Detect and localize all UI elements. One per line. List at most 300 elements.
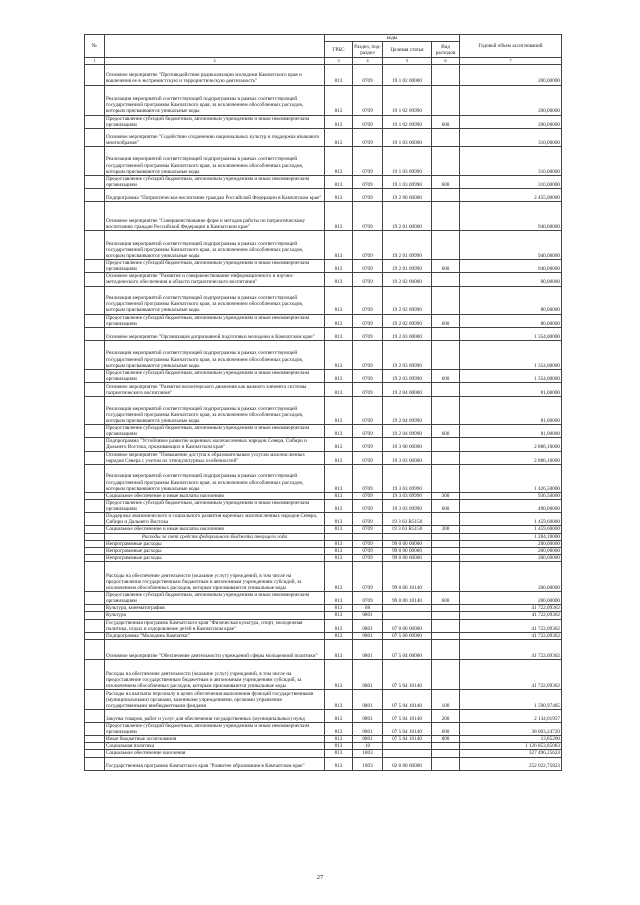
row-amount: 1 426,50000 — [460, 464, 562, 492]
row-section: 0709 — [353, 340, 383, 369]
row-index — [85, 464, 105, 492]
row-section: 08 — [353, 605, 383, 612]
row-name: Реализация мероприятий соответствующей подпрограммы в рамках соответствующей государственной программы Камчатского края, за исключением обособленных расходов, которым присваиваются уникальные коды — [105, 340, 325, 369]
row-grbs: 813 — [325, 231, 353, 260]
row-name: Расходы на обеспечение деятельности (оказание услуг) учреждений, в том числе на предоставление государственным бюджетным и автономным учреждениям субсидий, за исключением обособленных расходов, которым присваиваются уникальные коды — [105, 562, 325, 592]
row-expense-type — [432, 619, 460, 632]
table-row — [85, 709, 562, 722]
row-index — [85, 757, 105, 770]
row-amount: 2 886,10000 — [460, 451, 562, 464]
row-section: 0709 — [353, 231, 383, 260]
row-index — [85, 736, 105, 743]
row-index — [85, 314, 105, 327]
row-amount: 940,00000 — [460, 231, 562, 260]
row-name: Основное мероприятие "Развитие и совершенствование информационного и научно-методического обеспечения в области патриотического воспитания" — [105, 273, 325, 286]
row-amount: 200,00000 — [460, 592, 562, 605]
row-grbs: 813 — [325, 619, 353, 632]
table-row — [85, 750, 562, 757]
table-row — [85, 736, 562, 743]
row-name: Закупка товаров, работ и услуг для обеспечения государственных (муниципальных) нужд — [105, 709, 325, 722]
row-grbs: 813 — [325, 736, 353, 743]
table-row — [85, 757, 562, 770]
row-expense-type — [432, 632, 460, 639]
row-name: Основное мероприятие "Организация допризывной подготовки молодежи в Камчатском крае" — [105, 327, 325, 340]
row-expense-type — [432, 464, 460, 492]
row-index — [85, 397, 105, 425]
table-row — [85, 689, 562, 709]
header-annual: Годовой объем ассигнований — [460, 35, 562, 58]
row-grbs: 813 — [325, 260, 353, 273]
row-expense-type: 100 — [432, 689, 460, 709]
table-row — [85, 592, 562, 605]
row-index — [85, 562, 105, 592]
row-grbs: 813 — [325, 85, 353, 115]
row-name: Основное мероприятие "Повышение доступа к образовательным услугам малочисленных народов Севера с учетом их этнокультурных особенностей" — [105, 451, 325, 464]
row-name: Реализация мероприятий соответствующей подпрограммы в рамках соответствующей государственной программы Камчатского края, за исключением обособленных расходов, которым присваиваются уникальные коды — [105, 85, 325, 115]
row-amount: 41 722,09362 — [460, 605, 562, 612]
table-row — [85, 562, 562, 592]
row-expense-type — [432, 64, 460, 85]
row-amount: 1 354,00000 — [460, 369, 562, 382]
row-section: 0801 — [353, 659, 383, 689]
table-row — [85, 451, 562, 464]
row-grbs: 813 — [325, 492, 353, 499]
row-name: Основное мероприятие "Развитие волонтерского движения как важного элемента системы патриотического воспитания" — [105, 383, 325, 397]
table-row — [85, 619, 562, 632]
table-row — [85, 612, 562, 619]
table-row — [85, 547, 562, 554]
row-grbs: 813 — [325, 540, 353, 547]
row-index — [85, 451, 105, 464]
row-grbs: 813 — [325, 383, 353, 397]
row-index — [85, 492, 105, 499]
row-grbs: 813 — [325, 189, 353, 202]
row-article — [383, 605, 432, 612]
row-name: Реализация мероприятий соответствующей подпрограммы в рамках соответствующей государственной программы Камчатского края, за исключением обособленных расходов, которым присваиваются уникальные коды — [105, 397, 325, 425]
row-name: Социальное обеспечение и иные выплаты населению — [105, 526, 325, 533]
row-grbs: 813 — [325, 146, 353, 175]
row-expense-type: 300 — [432, 526, 460, 533]
row-index — [85, 547, 105, 554]
row-grbs: 813 — [325, 757, 353, 770]
row-index — [85, 273, 105, 286]
row-name: Социальное обеспечение населения — [105, 750, 325, 757]
row-index — [85, 499, 105, 512]
row-section: 0709 — [353, 438, 383, 451]
row-amount: 41 722,09362 — [460, 639, 562, 659]
row-section: 0709 — [353, 128, 383, 146]
row-index — [85, 438, 105, 451]
table-row — [85, 632, 562, 639]
row-article: 19 3 03 09990 — [383, 492, 432, 499]
row-name: Реализация мероприятий соответствующей подпрограммы в рамках соответствующей государственной программы Камчатского края, за исключением обособленных расходов, которым присваиваются уникальные коды — [105, 286, 325, 314]
table-row — [85, 64, 562, 85]
row-name: Культура — [105, 612, 325, 619]
row-section: 0709 — [353, 202, 383, 231]
row-section: 0709 — [353, 499, 383, 512]
row-name: Расходы за счет средств федерального бюджета текущего года — [105, 533, 325, 540]
row-name: Основное мероприятие "Обеспечение деятельности учреждений сферы молодежной политики" — [105, 639, 325, 659]
row-name: Предоставление субсидий бюджетным, автономным учреждениям и иным некоммерческим организациям — [105, 369, 325, 382]
row-grbs: 813 — [325, 64, 353, 85]
row-expense-type — [432, 189, 460, 202]
row-section: 0801 — [353, 709, 383, 722]
row-amount: 940,00000 — [460, 202, 562, 231]
row-expense-type: 600 — [432, 592, 460, 605]
row-section: 0709 — [353, 85, 383, 115]
row-index — [85, 189, 105, 202]
row-grbs: 813 — [325, 286, 353, 314]
header-expense-type: Вид расходов — [432, 42, 460, 58]
table-row — [85, 314, 562, 327]
row-index — [85, 526, 105, 533]
row-expense-type: 600 — [432, 260, 460, 273]
row-index — [85, 64, 105, 85]
row-grbs: 813 — [325, 464, 353, 492]
row-article: 19 3 03 00000 — [383, 451, 432, 464]
row-name: Реализация мероприятий соответствующей подпрограммы в рамках соответствующей государственной программы Камчатского края, за исключением обособленных расходов, которым присваиваются уникальные коды — [105, 146, 325, 175]
table-row — [85, 513, 562, 526]
row-expense-type — [432, 146, 460, 175]
row-name: Государственная программа Камчатского края "Развитие образования в Камчатском крае" — [105, 757, 325, 770]
row-expense-type: 200 — [432, 709, 460, 722]
row-name: Предоставление субсидий бюджетным, автономным учреждениям и иным некоммерческим организациям — [105, 175, 325, 188]
row-name: Предоставление субсидий бюджетным, автономным учреждениям и иным некоммерческим организациям — [105, 499, 325, 512]
row-name: Культура, кинематография — [105, 605, 325, 612]
row-name: Основное мероприятие "Содействие сохранению национальных культур и поддержка языкового многообразия" — [105, 128, 325, 146]
row-expense-type — [432, 397, 460, 425]
row-expense-type — [432, 554, 460, 561]
table-row — [85, 189, 562, 202]
row-grbs: 813 — [325, 562, 353, 592]
row-expense-type — [432, 750, 460, 757]
row-grbs: 813 — [325, 438, 353, 451]
row-expense-type: 300 — [432, 492, 460, 499]
row-article: 19 2 01 00000 — [383, 202, 432, 231]
row-section: 0709 — [353, 286, 383, 314]
row-section: 0801 — [353, 689, 383, 709]
row-amount: 41 722,09362 — [460, 612, 562, 619]
row-expense-type — [432, 202, 460, 231]
row-article: 19 2 02 09990 — [383, 286, 432, 314]
row-article — [383, 533, 432, 540]
row-section: 0709 — [353, 425, 383, 438]
row-grbs: 813 — [325, 722, 353, 735]
table-row — [85, 722, 562, 735]
row-amount: 2 886,10000 — [460, 438, 562, 451]
row-amount: 2 134,01957 — [460, 709, 562, 722]
row-expense-type — [432, 540, 460, 547]
table-body — [85, 64, 562, 770]
row-name: Реализация мероприятий соответствующей подпрограммы в рамках соответствующей государственной программы Камчатского края, за исключением обособленных расходов, которым присваиваются уникальные коды — [105, 464, 325, 492]
table-row — [85, 369, 562, 382]
row-name: Основное мероприятие "Совершенствование форм и методов работы по патриотическому воспитанию граждан Российской Федерации в Камчатском крае" — [105, 202, 325, 231]
row-amount: 13,85200 — [460, 736, 562, 743]
table-row — [85, 438, 562, 451]
row-name: Предоставление субсидий бюджетным, автономным учреждениям и иным некоммерческим организациям — [105, 314, 325, 327]
row-index — [85, 592, 105, 605]
row-article: 07 5 04 10140 — [383, 659, 432, 689]
row-grbs: 813 — [325, 327, 353, 340]
row-article: 19 2 02 09990 — [383, 314, 432, 327]
row-grbs: 813 — [325, 425, 353, 438]
row-amount: 252 022,75823 — [460, 757, 562, 770]
row-grbs: 813 — [325, 369, 353, 382]
row-grbs: 813 — [325, 709, 353, 722]
row-grbs: 813 — [325, 612, 353, 619]
table-row — [85, 492, 562, 499]
row-expense-type — [432, 659, 460, 689]
table-row — [85, 146, 562, 175]
row-expense-type: 600 — [432, 369, 460, 382]
row-index — [85, 750, 105, 757]
table-row — [85, 743, 562, 750]
row-index — [85, 533, 105, 540]
row-amount: 81,00000 — [460, 383, 562, 397]
row-expense-type: 600 — [432, 115, 460, 128]
row-expense-type — [432, 562, 460, 592]
row-expense-type: 600 — [432, 175, 460, 188]
row-article: 99 0 00 00000 — [383, 547, 432, 554]
row-index — [85, 425, 105, 438]
row-article: 19 1 02 09990 — [383, 115, 432, 128]
row-expense-type — [432, 639, 460, 659]
row-grbs: 813 — [325, 526, 353, 533]
row-index — [85, 639, 105, 659]
row-index — [85, 340, 105, 369]
row-grbs: 813 — [325, 175, 353, 188]
row-section: 1003 — [353, 757, 383, 770]
row-name: Реализация мероприятий соответствующей подпрограммы в рамках соответствующей государственной программы Камчатского края, за исключением обособленных расходов, которым присваиваются уникальные коды — [105, 231, 325, 260]
row-name: Непрограммные расходы — [105, 540, 325, 547]
row-article: 07 5 04 10140 — [383, 709, 432, 722]
table-row — [85, 327, 562, 340]
row-index — [85, 327, 105, 340]
row-article: 19 2 02 00000 — [383, 273, 432, 286]
row-name: Иные бюджетные ассигнования — [105, 736, 325, 743]
row-grbs: 813 — [325, 499, 353, 512]
table-row — [85, 340, 562, 369]
row-article: 19 2 04 00000 — [383, 383, 432, 397]
row-expense-type — [432, 273, 460, 286]
row-article: 99 0 00 00000 — [383, 554, 432, 561]
row-section: 0709 — [353, 464, 383, 492]
table-row — [85, 605, 562, 612]
row-amount: 38 003,24720 — [460, 722, 562, 735]
row-section: 0801 — [353, 632, 383, 639]
row-amount: 310,00000 — [460, 146, 562, 175]
row-amount: 1 354,00000 — [460, 327, 562, 340]
row-section: 0709 — [353, 562, 383, 592]
row-amount: 200,00000 — [460, 85, 562, 115]
table-row — [85, 464, 562, 492]
row-article: 19 2 03 00000 — [383, 327, 432, 340]
row-section: 0709 — [353, 554, 383, 561]
row-section: 0709 — [353, 146, 383, 175]
row-index — [85, 605, 105, 612]
table-row — [85, 540, 562, 547]
table-header — [85, 35, 562, 65]
row-index — [85, 231, 105, 260]
row-amount: 200,00000 — [460, 540, 562, 547]
row-article: 19 1 02 09990 — [383, 85, 432, 115]
row-expense-type: 600 — [432, 425, 460, 438]
col-number: 2 — [105, 58, 325, 64]
row-amount: 490,00000 — [460, 499, 562, 512]
row-article: 19 1 02 00000 — [383, 64, 432, 85]
row-grbs: 813 — [325, 513, 353, 526]
row-article — [383, 612, 432, 619]
table-row — [85, 231, 562, 260]
row-section: 0709 — [353, 592, 383, 605]
row-name: Расходы на обеспечение деятельности (оказание услуг) учреждений, в том числе на предоставление государственным бюджетным и автономным учреждениям субсидий, за исключением обособленных расходов, которым присваиваются уникальные коды — [105, 659, 325, 689]
row-index — [85, 743, 105, 750]
row-article: 19 3 03 09990 — [383, 464, 432, 492]
table-row — [85, 260, 562, 273]
col-number: 5 — [383, 58, 432, 64]
row-amount: 936,50000 — [460, 492, 562, 499]
row-amount: 200,00000 — [460, 115, 562, 128]
row-index — [85, 722, 105, 735]
row-expense-type: 600 — [432, 722, 460, 735]
page-number: 27 — [316, 874, 324, 881]
row-article: 07 0 00 00000 — [383, 619, 432, 632]
row-article: 19 1 03 09990 — [383, 175, 432, 188]
row-section: 0709 — [353, 540, 383, 547]
row-expense-type — [432, 128, 460, 146]
row-article: 07 5 00 00000 — [383, 632, 432, 639]
row-name: Непрограммные расходы — [105, 547, 325, 554]
row-expense-type — [432, 513, 460, 526]
table-row — [85, 273, 562, 286]
row-article: 19 1 03 00000 — [383, 128, 432, 146]
row-article: 07 5 04 00000 — [383, 639, 432, 659]
row-grbs: 813 — [325, 605, 353, 612]
row-article: 19 2 03 09990 — [383, 340, 432, 369]
row-article — [383, 750, 432, 757]
row-index — [85, 286, 105, 314]
row-amount: 80,00000 — [460, 273, 562, 286]
row-expense-type — [432, 605, 460, 612]
row-name: Основное мероприятие "Противодействие радикализации молодежи Камчатского края и вовлечения ее в экстремистскую и террористическую деятельность" — [105, 64, 325, 85]
table-row — [85, 425, 562, 438]
row-amount: 1 459,60000 — [460, 526, 562, 533]
row-article: 19 2 03 09990 — [383, 369, 432, 382]
row-expense-type — [432, 231, 460, 260]
row-section: 1003 — [353, 750, 383, 757]
row-grbs: 813 — [325, 689, 353, 709]
row-amount: 81,00000 — [460, 397, 562, 425]
row-grbs: 813 — [325, 451, 353, 464]
row-amount: 80,00000 — [460, 314, 562, 327]
row-grbs: 813 — [325, 128, 353, 146]
row-amount: 327 496,25623 — [460, 750, 562, 757]
row-amount: 2 455,00000 — [460, 189, 562, 202]
row-amount: 200,00000 — [460, 547, 562, 554]
row-amount: 940,00000 — [460, 260, 562, 273]
row-section: 0709 — [353, 64, 383, 85]
header-codes: коды — [325, 35, 460, 42]
col-number: 6 — [432, 58, 460, 64]
row-grbs: 813 — [325, 554, 353, 561]
row-grbs: 813 — [325, 273, 353, 286]
row-index — [85, 612, 105, 619]
row-index — [85, 369, 105, 382]
header-grbs: ГРБС — [325, 42, 353, 58]
table-row — [85, 85, 562, 115]
row-article: 99 0 00 00000 — [383, 540, 432, 547]
row-name: Социальное обеспечение и иные выплаты населению — [105, 492, 325, 499]
row-section: 0709 — [353, 260, 383, 273]
row-section — [353, 533, 383, 540]
row-grbs: 813 — [325, 592, 353, 605]
row-name: Предоставление субсидий бюджетным, автономным учреждениям и иным некоммерческим организациям — [105, 425, 325, 438]
row-grbs: 813 — [325, 659, 353, 689]
row-name: Подпрограмма "Устойчивое развитие коренных малочисленных народов Севера, Сибири и Дальнего Востока, проживающих в Камчатском крае" — [105, 438, 325, 451]
table-row — [85, 383, 562, 397]
row-amount: 1 284,10000 — [460, 533, 562, 540]
row-index — [85, 175, 105, 188]
row-name: Поддержка экономического и социального развития коренных малочисленных народов Севера, Сибири и Дальнего Востока — [105, 513, 325, 526]
row-grbs: 813 — [325, 314, 353, 327]
row-expense-type — [432, 451, 460, 464]
row-expense-type — [432, 547, 460, 554]
row-section: 0709 — [353, 526, 383, 533]
row-grbs: 813 — [325, 547, 353, 554]
row-expense-type — [432, 327, 460, 340]
col-number: 3 — [325, 58, 353, 64]
row-index — [85, 540, 105, 547]
row-section: 0709 — [353, 513, 383, 526]
row-index — [85, 513, 105, 526]
header-section: Раздел, под-раздел — [354, 43, 381, 56]
row-index — [85, 659, 105, 689]
row-grbs: 813 — [325, 750, 353, 757]
table-row — [85, 554, 562, 561]
row-article: 99 0 00 10140 — [383, 592, 432, 605]
row-grbs: 813 — [325, 397, 353, 425]
row-article: 19 2 01 09990 — [383, 231, 432, 260]
table-row — [85, 533, 562, 540]
row-index — [85, 554, 105, 561]
row-article: 19 2 04 09990 — [383, 425, 432, 438]
row-expense-type — [432, 340, 460, 369]
row-section: 0709 — [353, 327, 383, 340]
row-expense-type — [432, 743, 460, 750]
row-section: 0709 — [353, 451, 383, 464]
row-amount: 1 354,00000 — [460, 340, 562, 369]
row-name: Подпрограмма "Молодежь Камчатки" — [105, 632, 325, 639]
row-index — [85, 689, 105, 709]
table-row — [85, 526, 562, 533]
row-amount: 310,00000 — [460, 175, 562, 188]
row-expense-type — [432, 286, 460, 314]
row-amount: 41 722,09362 — [460, 659, 562, 689]
table-row — [85, 499, 562, 512]
table-row — [85, 639, 562, 659]
row-article: 07 5 04 10140 — [383, 736, 432, 743]
row-grbs — [325, 533, 353, 540]
row-name: Предоставление субсидий бюджетным, автономным учреждениям и иным некоммерческим организациям — [105, 115, 325, 128]
row-article: 19 2 00 00000 — [383, 189, 432, 202]
row-expense-type — [432, 612, 460, 619]
row-grbs: 813 — [325, 202, 353, 231]
row-expense-type — [432, 383, 460, 397]
row-grbs: 813 — [325, 115, 353, 128]
row-grbs: 813 — [325, 340, 353, 369]
table-row — [85, 397, 562, 425]
row-name: Государственная программа Камчатского края "Физическая культура, спорт, молодежная политика, отдых и оздоровление детей в Камчатском крае" — [105, 619, 325, 632]
